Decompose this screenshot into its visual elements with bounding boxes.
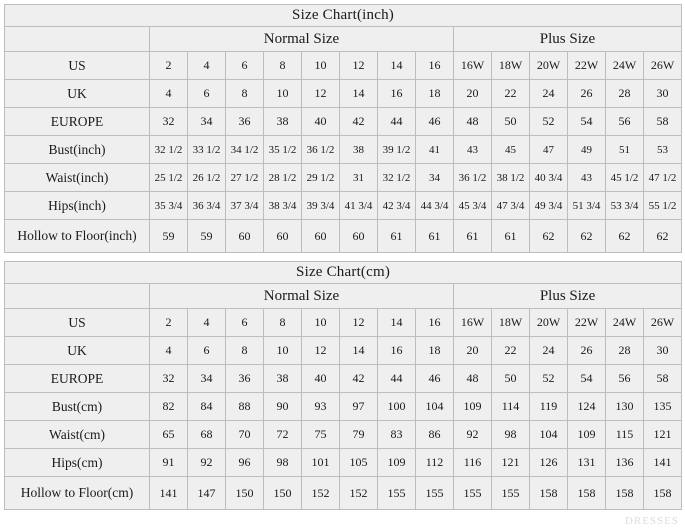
row-label: Bust(inch) — [5, 136, 150, 164]
table-row — [5, 449, 682, 477]
cell-value: 121 — [644, 421, 682, 449]
group-header-normal: Normal Size — [150, 284, 454, 309]
cell-value: 48 — [454, 108, 492, 136]
cell-value: 12 — [340, 309, 378, 337]
cell-value: 93 — [302, 393, 340, 421]
cell-value: 36 1/2 — [302, 136, 340, 164]
table-row — [5, 477, 682, 510]
cell-value: 47 — [530, 136, 568, 164]
cell-value: 152 — [340, 477, 378, 510]
cell-value: 96 — [226, 449, 264, 477]
size-chart-cm-table — [4, 261, 682, 510]
cell-value: 4 — [188, 309, 226, 337]
row-label: Waist(inch) — [5, 164, 150, 192]
cell-value: 52 — [530, 365, 568, 393]
cell-value: 49 3/4 — [530, 192, 568, 220]
cell-value: 22W — [568, 52, 606, 80]
cell-value: 24 — [530, 337, 568, 365]
cell-value: 8 — [264, 309, 302, 337]
cell-value: 14 — [340, 337, 378, 365]
cell-value: 28 — [606, 80, 644, 108]
cell-value: 6 — [226, 309, 264, 337]
cell-value: 36 — [226, 365, 264, 393]
cell-value: 4 — [150, 337, 188, 365]
cell-value: 10 — [264, 337, 302, 365]
corner-cell — [5, 27, 150, 52]
cell-value: 158 — [606, 477, 644, 510]
cell-value: 60 — [226, 220, 264, 253]
cell-value: 114 — [492, 393, 530, 421]
cell-value: 8 — [264, 52, 302, 80]
cell-value: 90 — [264, 393, 302, 421]
cell-value: 45 — [492, 136, 530, 164]
cell-value: 38 3/4 — [264, 192, 302, 220]
cell-value: 41 — [416, 136, 454, 164]
cell-value: 37 3/4 — [226, 192, 264, 220]
cell-value: 115 — [606, 421, 644, 449]
table-row — [5, 136, 682, 164]
cell-value: 155 — [492, 477, 530, 510]
cell-value: 135 — [644, 393, 682, 421]
cell-value: 8 — [226, 337, 264, 365]
table-row — [5, 52, 682, 80]
cell-value: 53 3/4 — [606, 192, 644, 220]
cell-value: 43 — [454, 136, 492, 164]
table-row — [5, 220, 682, 253]
cell-value: 33 1/2 — [188, 136, 226, 164]
cell-value: 12 — [302, 80, 340, 108]
cell-value: 91 — [150, 449, 188, 477]
cell-value: 4 — [188, 52, 226, 80]
cell-value: 45 1/2 — [606, 164, 644, 192]
cell-value: 28 — [606, 337, 644, 365]
cell-value: 98 — [264, 449, 302, 477]
cell-value: 51 3/4 — [568, 192, 606, 220]
table-row — [5, 393, 682, 421]
cell-value: 155 — [416, 477, 454, 510]
cell-value: 155 — [378, 477, 416, 510]
cell-value: 4 — [150, 80, 188, 108]
cell-value: 26 1/2 — [188, 164, 226, 192]
cell-value: 6 — [226, 52, 264, 80]
cell-value: 61 — [492, 220, 530, 253]
cell-value: 14 — [340, 80, 378, 108]
cell-value: 54 — [568, 365, 606, 393]
cell-value: 6 — [188, 337, 226, 365]
cell-value: 10 — [302, 52, 340, 80]
cell-value: 46 — [416, 108, 454, 136]
cell-value: 92 — [454, 421, 492, 449]
cell-value: 38 — [340, 136, 378, 164]
cell-value: 27 1/2 — [226, 164, 264, 192]
cell-value: 24 — [530, 80, 568, 108]
cell-value: 2 — [150, 309, 188, 337]
cell-value: 121 — [492, 449, 530, 477]
cell-value: 34 — [188, 108, 226, 136]
cell-value: 10 — [302, 309, 340, 337]
cell-value: 46 — [416, 365, 454, 393]
table-row — [5, 365, 682, 393]
cell-value: 141 — [150, 477, 188, 510]
cell-value: 155 — [454, 477, 492, 510]
cell-value: 26 — [568, 337, 606, 365]
cell-value: 36 — [226, 108, 264, 136]
row-label: UK — [5, 337, 150, 365]
cell-value: 44 3/4 — [416, 192, 454, 220]
cell-value: 32 1/2 — [378, 164, 416, 192]
cell-value: 84 — [188, 393, 226, 421]
cell-value: 52 — [530, 108, 568, 136]
group-header-plus: Plus Size — [454, 284, 682, 309]
cell-value: 75 — [302, 421, 340, 449]
cell-value: 18 — [416, 337, 454, 365]
cell-value: 51 — [606, 136, 644, 164]
table-group-row — [5, 284, 682, 309]
cell-value: 88 — [226, 393, 264, 421]
cell-value: 44 — [378, 365, 416, 393]
cell-value: 22 — [492, 337, 530, 365]
group-header-normal: Normal Size — [150, 27, 454, 52]
watermark: DRESSES — [624, 515, 679, 527]
cell-value: 47 3/4 — [492, 192, 530, 220]
cell-value: 54 — [568, 108, 606, 136]
cell-value: 59 — [188, 220, 226, 253]
cell-value: 61 — [416, 220, 454, 253]
group-header-plus: Plus Size — [454, 27, 682, 52]
row-label: Hips(cm) — [5, 449, 150, 477]
cell-value: 26 — [568, 80, 606, 108]
cell-value: 59 — [150, 220, 188, 253]
cell-value: 104 — [530, 421, 568, 449]
cell-value: 25 1/2 — [150, 164, 188, 192]
cell-value: 104 — [416, 393, 454, 421]
table-row — [5, 192, 682, 220]
cell-value: 26W — [644, 52, 682, 80]
cell-value: 79 — [340, 421, 378, 449]
cell-value: 98 — [492, 421, 530, 449]
cell-value: 14 — [378, 52, 416, 80]
row-label: Waist(cm) — [5, 421, 150, 449]
cell-value: 28 1/2 — [264, 164, 302, 192]
cell-value: 40 3/4 — [530, 164, 568, 192]
cell-value: 16W — [454, 309, 492, 337]
cell-value: 16 — [416, 52, 454, 80]
cell-value: 109 — [378, 449, 416, 477]
cell-value: 109 — [568, 421, 606, 449]
cell-value: 44 — [378, 108, 416, 136]
cell-value: 60 — [264, 220, 302, 253]
cell-value: 61 — [454, 220, 492, 253]
chart-title: Size Chart(cm) — [5, 262, 682, 284]
cell-value: 43 — [568, 164, 606, 192]
cell-value: 56 — [606, 365, 644, 393]
cell-value: 47 1/2 — [644, 164, 682, 192]
cell-value: 126 — [530, 449, 568, 477]
cell-value: 38 — [264, 108, 302, 136]
cell-value: 38 — [264, 365, 302, 393]
cell-value: 150 — [264, 477, 302, 510]
table-group-row — [5, 27, 682, 52]
cell-value: 20W — [530, 309, 568, 337]
corner-cell — [5, 284, 150, 309]
cell-value: 34 — [188, 365, 226, 393]
table-title-row — [5, 5, 682, 27]
cell-value: 8 — [226, 80, 264, 108]
cell-value: 24W — [606, 309, 644, 337]
cell-value: 34 — [416, 164, 454, 192]
cell-value: 72 — [264, 421, 302, 449]
cell-value: 158 — [530, 477, 568, 510]
cell-value: 60 — [340, 220, 378, 253]
cell-value: 30 — [644, 80, 682, 108]
cell-value: 12 — [302, 337, 340, 365]
cell-value: 36 1/2 — [454, 164, 492, 192]
row-label: Hollow to Floor(cm) — [5, 477, 150, 510]
cell-value: 18W — [492, 52, 530, 80]
cell-value: 24W — [606, 52, 644, 80]
cell-value: 45 3/4 — [454, 192, 492, 220]
cell-value: 16 — [378, 337, 416, 365]
cell-value: 20 — [454, 337, 492, 365]
cell-value: 141 — [644, 449, 682, 477]
cell-value: 158 — [644, 477, 682, 510]
cell-value: 50 — [492, 108, 530, 136]
cell-value: 18W — [492, 309, 530, 337]
cell-value: 40 — [302, 108, 340, 136]
cell-value: 83 — [378, 421, 416, 449]
cell-value: 32 — [150, 108, 188, 136]
size-chart-inch-table — [4, 4, 682, 253]
cell-value: 82 — [150, 393, 188, 421]
cell-value: 6 — [188, 80, 226, 108]
cell-value: 124 — [568, 393, 606, 421]
cell-value: 2 — [150, 52, 188, 80]
cell-value: 42 3/4 — [378, 192, 416, 220]
table-row — [5, 337, 682, 365]
cell-value: 62 — [606, 220, 644, 253]
cell-value: 29 1/2 — [302, 164, 340, 192]
row-label: US — [5, 309, 150, 337]
table-row — [5, 108, 682, 136]
cell-value: 20 — [454, 80, 492, 108]
cell-value: 152 — [302, 477, 340, 510]
cell-value: 50 — [492, 365, 530, 393]
cell-value: 53 — [644, 136, 682, 164]
cell-value: 42 — [340, 365, 378, 393]
cell-value: 16 — [416, 309, 454, 337]
cell-value: 58 — [644, 365, 682, 393]
cell-value: 14 — [378, 309, 416, 337]
cell-value: 55 1/2 — [644, 192, 682, 220]
cell-value: 92 — [188, 449, 226, 477]
row-label: Hips(inch) — [5, 192, 150, 220]
cell-value: 12 — [340, 52, 378, 80]
cell-value: 20W — [530, 52, 568, 80]
cell-value: 62 — [530, 220, 568, 253]
cell-value: 35 1/2 — [264, 136, 302, 164]
cell-value: 26W — [644, 309, 682, 337]
cell-value: 16 — [378, 80, 416, 108]
cell-value: 22 — [492, 80, 530, 108]
cell-value: 42 — [340, 108, 378, 136]
row-label: EUROPE — [5, 365, 150, 393]
cell-value: 101 — [302, 449, 340, 477]
cell-value: 41 3/4 — [340, 192, 378, 220]
cell-value: 31 — [340, 164, 378, 192]
cell-value: 109 — [454, 393, 492, 421]
cell-value: 22W — [568, 309, 606, 337]
cell-value: 158 — [568, 477, 606, 510]
cell-value: 35 3/4 — [150, 192, 188, 220]
cell-value: 40 — [302, 365, 340, 393]
cell-value: 38 1/2 — [492, 164, 530, 192]
cell-value: 39 3/4 — [302, 192, 340, 220]
cell-value: 10 — [264, 80, 302, 108]
cell-value: 61 — [378, 220, 416, 253]
row-label: US — [5, 52, 150, 80]
cell-value: 62 — [568, 220, 606, 253]
cell-value: 116 — [454, 449, 492, 477]
cell-value: 119 — [530, 393, 568, 421]
cell-value: 97 — [340, 393, 378, 421]
cell-value: 105 — [340, 449, 378, 477]
cell-value: 16W — [454, 52, 492, 80]
row-label: Bust(cm) — [5, 393, 150, 421]
cell-value: 112 — [416, 449, 454, 477]
row-label: Hollow to Floor(inch) — [5, 220, 150, 253]
cell-value: 136 — [606, 449, 644, 477]
cell-value: 32 — [150, 365, 188, 393]
cell-value: 32 1/2 — [150, 136, 188, 164]
cell-value: 56 — [606, 108, 644, 136]
table-title-row — [5, 262, 682, 284]
cell-value: 30 — [644, 337, 682, 365]
cell-value: 147 — [188, 477, 226, 510]
table-row — [5, 309, 682, 337]
cell-value: 131 — [568, 449, 606, 477]
table-row — [5, 164, 682, 192]
cell-value: 48 — [454, 365, 492, 393]
cell-value: 86 — [416, 421, 454, 449]
table-row — [5, 421, 682, 449]
cell-value: 100 — [378, 393, 416, 421]
cell-value: 18 — [416, 80, 454, 108]
cell-value: 130 — [606, 393, 644, 421]
row-label: UK — [5, 80, 150, 108]
cell-value: 70 — [226, 421, 264, 449]
cell-value: 68 — [188, 421, 226, 449]
chart-title: Size Chart(inch) — [5, 5, 682, 27]
cell-value: 65 — [150, 421, 188, 449]
row-label: EUROPE — [5, 108, 150, 136]
cell-value: 36 3/4 — [188, 192, 226, 220]
cell-value: 49 — [568, 136, 606, 164]
cell-value: 60 — [302, 220, 340, 253]
cell-value: 62 — [644, 220, 682, 253]
table-row — [5, 80, 682, 108]
cell-value: 58 — [644, 108, 682, 136]
cell-value: 34 1/2 — [226, 136, 264, 164]
cell-value: 150 — [226, 477, 264, 510]
cell-value: 39 1/2 — [378, 136, 416, 164]
